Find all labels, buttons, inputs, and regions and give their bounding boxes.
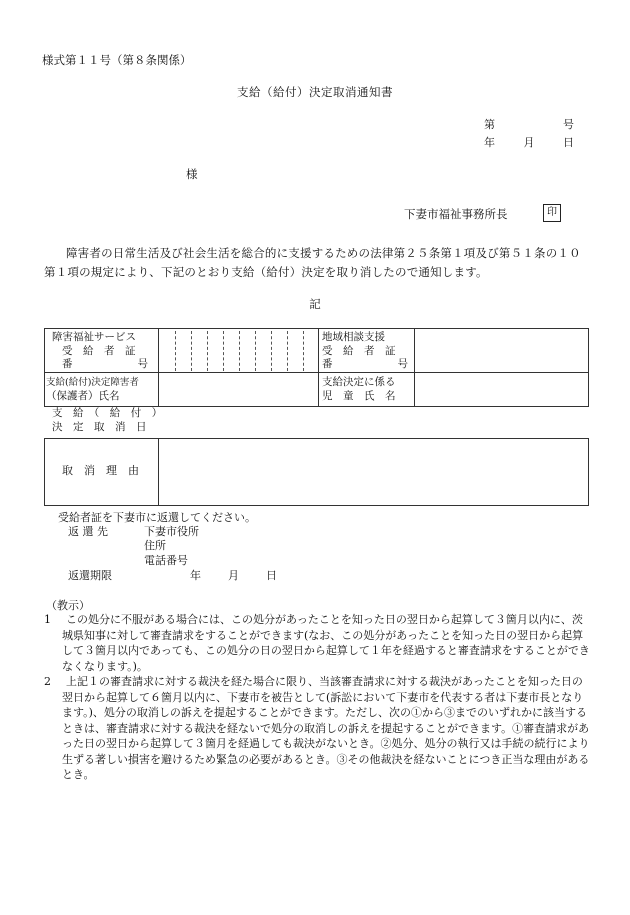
return-address-label: 住所 <box>144 539 166 552</box>
consult-cert-label: 地域相談支援 受 給 者 証 番 号 <box>322 331 408 370</box>
notes-heading: （教示） <box>46 599 90 612</box>
digit-divider <box>303 331 304 371</box>
issuer-name: 下妻市福祉事務所長 <box>404 207 508 221</box>
issue-date-line <box>484 134 574 150</box>
digit-divider <box>287 331 288 371</box>
notice-body: 障害者の日常生活及び社会生活を総合的に支援するための法律第２５条第１項及び第５１条の１０第１項の規定により、下記のとおり支給（給付）決定を取り消したので通知します。 <box>44 246 581 279</box>
note-number: 2 <box>44 675 51 688</box>
related-child-label: 支給決定に係る 児 童 氏 名 <box>322 376 396 402</box>
document-title: 支給（給付）決定取消通知書 <box>237 85 393 99</box>
date-day: 日 <box>563 136 574 149</box>
document-number-line <box>484 116 574 132</box>
decided-person-label: 支給(給付)決定障害者 （保護者）氏名 <box>46 377 139 402</box>
return-destination-name: 下妻市役所 <box>144 525 199 538</box>
addressee-suffix: 様 <box>186 167 198 181</box>
date-year: 年 <box>484 136 495 149</box>
digit-divider <box>223 331 224 371</box>
note-text: 上記１の審査請求に対する裁決を経た場合に限り、当該審査請求に対する裁決があったことを知った日の翌日から起算して６箇月以内に、下妻市を被告として(訴訟において下妻市を代表する者は下妻市長となります。)、処分の取消しの訴えを提起することができます。ただし、次の①から③までのいずれかに該当するときは、審査請求に対する裁決を経ないで処分の取消しの訴えを提起することができます。①審査請求があった日の翌日から起算して３箇月を経過しても裁決がないとき。②処分、処分の執行又は手続の続行により生ずる著しい損害を避けるため緊急の必要があるとき。③その他裁決を経ないことにつき正当な理由があるとき。 <box>62 675 590 781</box>
number-prefix: 第 <box>484 118 495 131</box>
digit-divider <box>255 331 256 371</box>
note-item <box>44 612 592 674</box>
number-suffix: 号 <box>563 118 574 131</box>
table-col-divider <box>158 438 159 505</box>
note-number: 1 <box>44 613 51 626</box>
table-col-divider <box>414 328 415 406</box>
digit-divider <box>207 331 208 371</box>
deadline-year: 年 <box>190 569 201 582</box>
digit-divider <box>271 331 272 371</box>
table-col-divider <box>318 328 319 406</box>
table-row-divider <box>44 372 589 373</box>
return-destination-label: 返 還 先 <box>68 525 108 538</box>
return-deadline-label: 返還期限 <box>68 569 112 582</box>
cancel-date-label: 支 給 （ 給 付 ） 決 定 取 消 日 <box>52 407 163 433</box>
digit-divider <box>239 331 240 371</box>
deadline-day: 日 <box>266 569 277 582</box>
return-instruction: 受給者証を下妻市に返還してください。 <box>58 511 256 524</box>
note-item <box>44 674 592 783</box>
date-month: 月 <box>523 136 535 149</box>
note-text: この処分に不服がある場合には、この処分があったことを知った日の翌日から起算して３箇月以内に、茨城県知事に対して審査請求をすることができます(なお、この処分があったことを知った日の翌日から起算して３箇月以内であっても、この処分の日の翌日から起算して１年を経過すると審査請求をすることができなくなります。)。 <box>62 613 590 673</box>
form-number: 様式第１１号（第８条関係） <box>42 53 192 67</box>
return-phone-label: 電話番号 <box>144 554 188 567</box>
seal-stamp: 印 <box>543 204 561 222</box>
reason-label: 取 消 理 由 <box>62 464 139 477</box>
deadline-month: 月 <box>228 569 239 582</box>
digit-divider <box>191 331 192 371</box>
digit-divider <box>175 331 176 371</box>
ki-heading: 記 <box>309 297 321 311</box>
table-col-divider <box>158 328 159 406</box>
welfare-cert-label: 障害福祉サービス 受 給 者 証 番 号 <box>52 331 148 370</box>
